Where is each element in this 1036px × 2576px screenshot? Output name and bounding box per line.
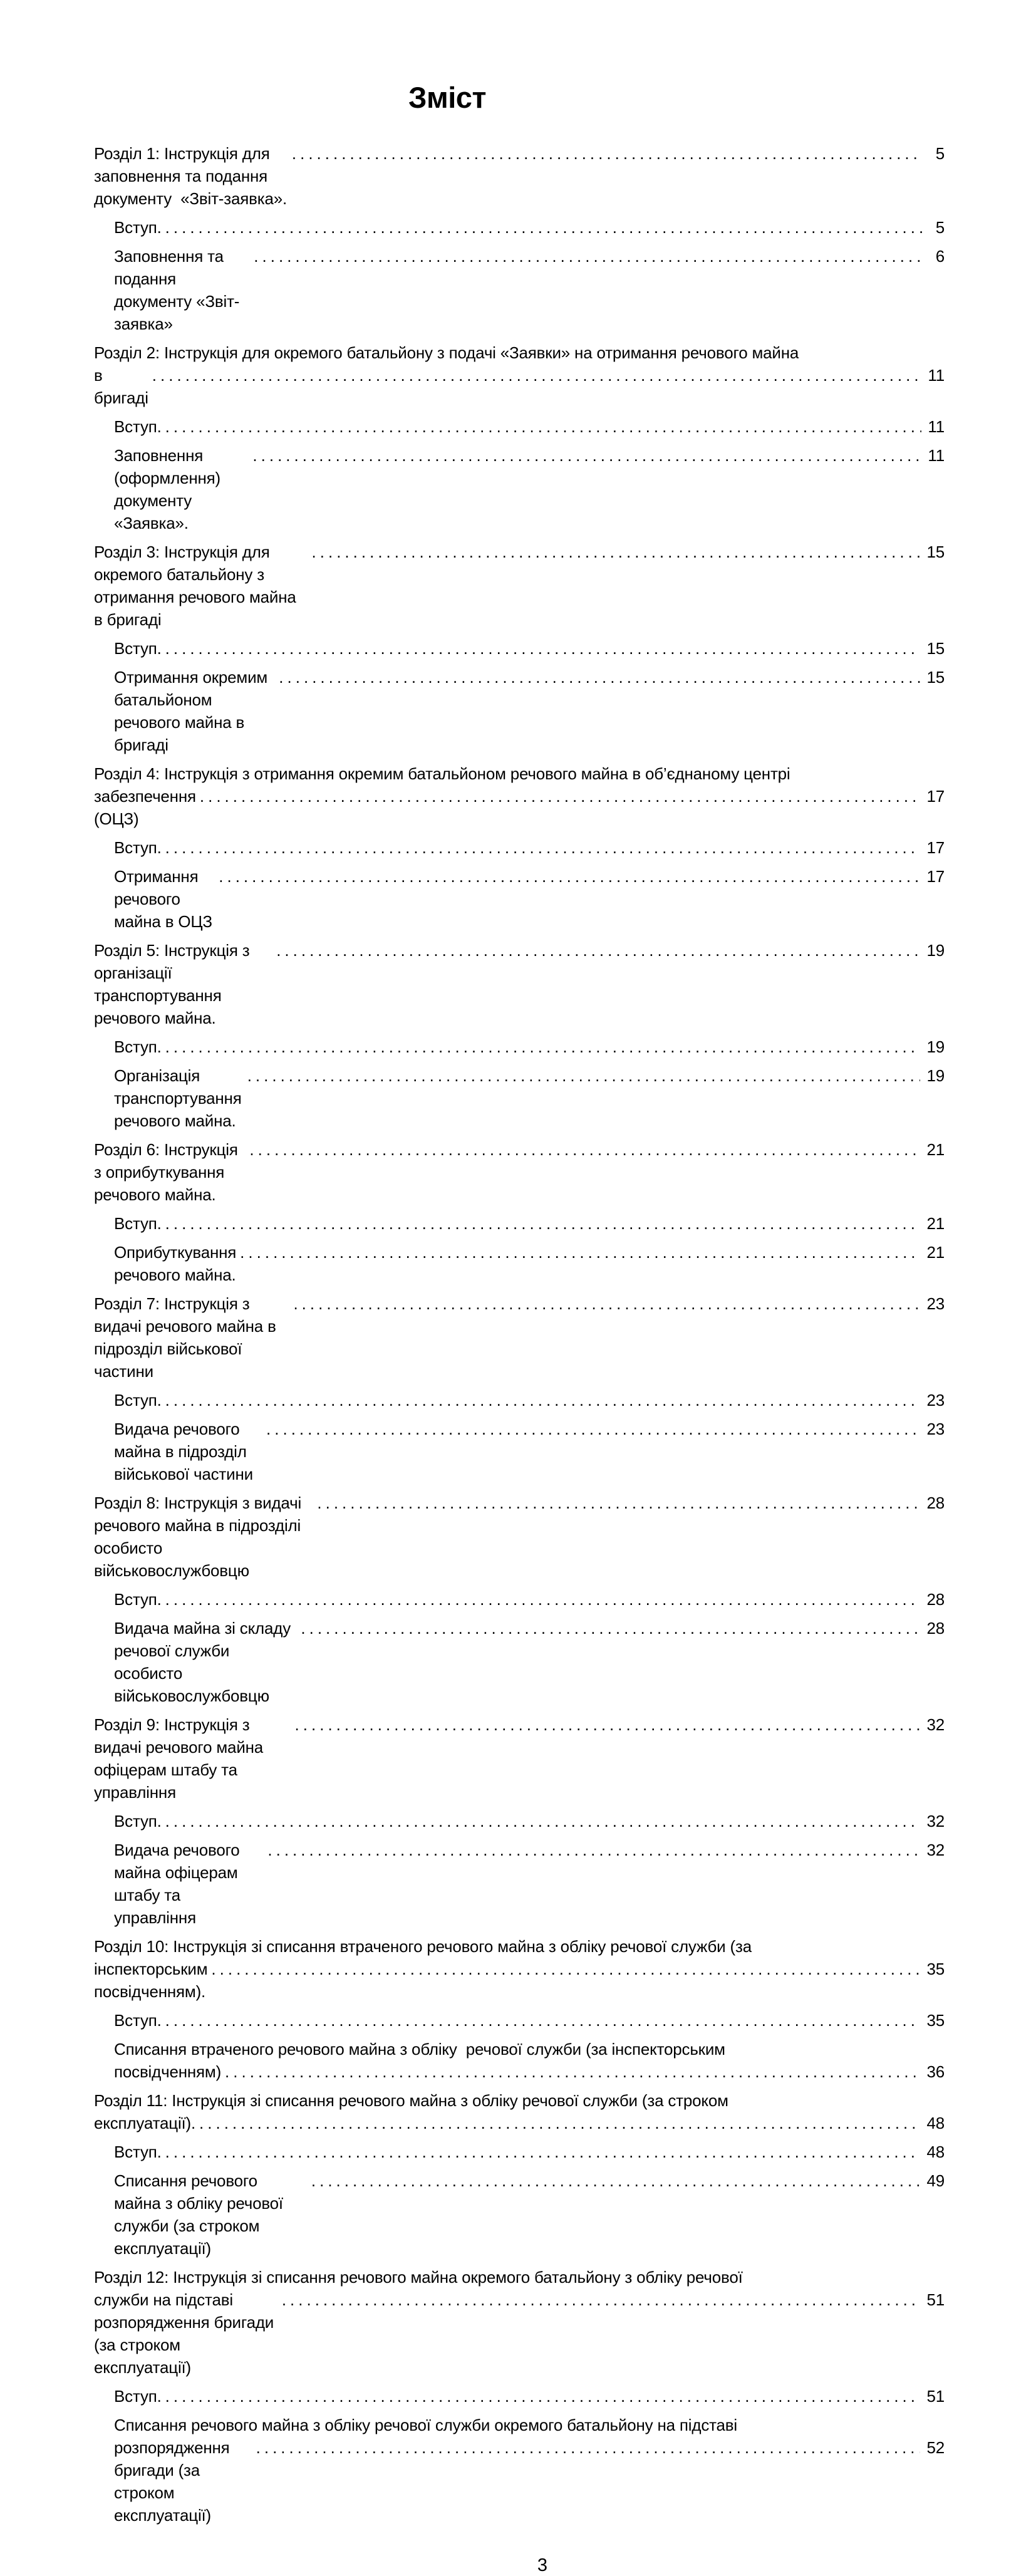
toc-row [114,1588,945,1611]
toc-page-number: 21 [926,1214,945,1233]
dot-leader [162,2009,921,2032]
toc-entry-text: Розділ 5: Інструкція з організації транспортування речового майна. [94,941,254,1027]
dot-leader [308,541,921,563]
toc-page-number: 11 [928,417,945,436]
toc-entry-section [94,1492,945,1582]
toc-row [94,2266,945,2288]
toc-entry-section [94,341,945,409]
toc-entry-text: Вступ. [114,2142,162,2161]
dot-leader [162,1212,921,1235]
toc-entry-sub [94,245,945,335]
toc-entry-text: Вступ. [114,1391,162,1410]
toc-page-number: 15 [926,543,945,561]
dot-leader [244,1064,921,1087]
toc-row [94,1138,945,1206]
toc-row [114,1418,945,1485]
toc-row [94,341,945,364]
toc-row [94,939,945,1029]
toc-row [94,1935,945,1958]
toc-page-number: 17 [926,787,945,806]
toc-entry-text: Вступ. [114,2011,162,2030]
toc-page-number: 48 [926,2114,945,2132]
toc-page-number: 23 [926,1420,945,1438]
toc-entry-sub [94,1418,945,1485]
toc-entry-text: Вступ. [114,1037,162,1056]
toc-entry-text: Розділ 10: Інструкція зі списання втраченого речового майна з обліку речової служби (за [94,1937,752,1956]
toc-page-number: 11 [928,446,945,465]
dot-leader [162,836,921,859]
toc-row [114,2009,945,2032]
dot-leader [162,2141,921,2163]
toc-entry-sub [94,1389,945,1411]
toc-entry-text: Розділ 12: Інструкція зі списання речового майна окремого батальйону з обліку речової [94,2268,743,2287]
dot-leader [249,444,921,467]
dot-leader [289,1292,920,1315]
toc-page-number: 21 [926,1140,945,1159]
toc-entry-sub [94,1064,945,1132]
toc-page-number: 35 [926,2011,945,2030]
dot-leader [250,245,922,267]
toc-entry-section [94,1713,945,1804]
toc-entry-text: експлуатації). [94,2114,196,2132]
toc-page-number: 15 [926,668,945,687]
toc-entry-text: Розділ 6: Інструкція з оприбуткування речового майна. [94,1140,242,1204]
dot-leader [297,1617,920,1639]
toc-entry-sub [94,444,945,534]
dot-leader [291,1713,921,1736]
toc-entry-text: Розділ 9: Інструкція з видачі речового майна офіцерам штабу та управління [94,1715,268,1802]
toc-row [114,1212,945,1235]
toc-page-number: 6 [935,247,945,266]
toc-entry-sub [94,1810,945,1832]
toc-page-number: 23 [926,1391,945,1410]
toc-entry-sub [94,2141,945,2163]
toc-entry-section [94,762,945,830]
dot-leader [262,1418,920,1440]
dot-leader [162,1588,921,1611]
toc-entry-sub [94,836,945,859]
dot-leader [207,1958,920,1980]
toc-row [114,1036,945,1058]
toc-row [94,1492,945,1582]
toc-page-number: 28 [926,1590,945,1609]
toc-entry-sub [94,2169,945,2260]
toc-page-number: 51 [926,2387,945,2406]
toc-entry-text: Видача майна зі складу речової служби особисто військовослужбовцю [114,1619,296,1705]
toc-page-number: 48 [926,2142,945,2161]
toc-row [94,2089,945,2112]
toc-entry-text: Заповнення та подання документу «Звіт-заявка» [114,247,240,333]
toc-row [114,1389,945,1411]
toc-entry-section [94,2089,945,2134]
toc-row [114,245,945,335]
toc-entry-text: Списання речового майна з обліку речової служби (за строком експлуатації) [114,2171,287,2258]
toc-row [114,1839,945,1929]
toc-entry-text: Розділ 2: Інструкція для окремого батальйону з подачі «Заявки» на отримання речового майна [94,343,799,362]
toc-page-number: 19 [926,1066,945,1085]
toc-row [114,1064,945,1132]
toc-page-number: 51 [926,2290,945,2309]
toc-entry-section [94,1292,945,1383]
toc-entry-text: Отримання речового майна в ОЦЗ [114,867,212,931]
toc-page-number: 17 [926,867,945,886]
dot-leader [308,2169,921,2192]
toc-entry-text: Вступ. [114,639,162,658]
toc-entry-text: Вступ. [114,1214,162,1233]
toc-entry-sub [94,1241,945,1286]
dot-leader [162,415,922,438]
toc-entry-text: служби на підставі розпорядження бригади (за строком експлуатації) [94,2290,279,2377]
toc-row [114,836,945,859]
toc-list [94,142,945,2527]
toc-row [94,785,945,830]
toc-row [114,666,945,756]
toc-entry-text: Розділ 4: Інструкція з отримання окремим батальйоном речового майна в об’єднаному центрі [94,764,790,783]
toc-page-number: 36 [926,2062,945,2081]
toc-entry-text: забезпечення (ОЦЗ) [94,787,200,828]
toc-row [114,2414,945,2436]
toc-row [114,415,945,438]
dot-leader [162,637,921,660]
toc-entry-text: Вступ. [114,838,162,857]
dot-leader [288,142,922,165]
toc-entry-sub [94,415,945,438]
toc-entry-text: Заповнення (оформлення) документу «Заявка». [114,446,225,532]
toc-entry-text: Оприбуткування речового майна. [114,1243,241,1284]
toc-page-number: 32 [926,1715,945,1734]
dot-leader [221,2060,920,2083]
toc-entry-section [94,541,945,631]
toc-entry-text: посвідченням) [114,2062,222,2081]
toc-row [114,1810,945,1832]
toc-row [114,2385,945,2407]
dot-leader [195,2112,920,2134]
toc-entry-text: Вступ. [114,2387,162,2406]
toc-entry-sub [94,1036,945,1058]
toc-row [114,1241,945,1286]
toc-entry-text: Видача речового майна в підрозділ військової частини [114,1420,253,1483]
toc-entry-text: Списання речового майна з обліку речової служби окремого батальйону на підставі [114,2416,738,2434]
toc-entry-text: Розділ 7: Інструкція з видачі речового майна в підрозділ військової частини [94,1294,281,1381]
toc-entry-sub [94,2038,945,2083]
toc-entry-text: Розділ 3: Інструкція для окремого батальйону з отримання речового майна в бригаді [94,543,301,629]
toc-row [94,364,945,409]
toc-entry-section [94,142,945,210]
toc-entry-sub [94,865,945,933]
dot-leader [162,1810,921,1832]
toc-entry-text: розпорядження бригади (за строком експлуатації) [114,2438,234,2525]
toc-entry-text: Списання втраченого речового майна з обліку речової служби (за інспекторським [114,2040,725,2059]
toc-entry-text: Вступ. [114,1590,162,1609]
toc-entry-sub [94,1212,945,1235]
toc-row [114,216,945,239]
toc-page-number: 35 [926,1960,945,1978]
toc-page-number: 28 [926,1493,945,1512]
toc-entry-section [94,1935,945,2003]
dot-leader [278,2288,921,2311]
toc-entry-text: Розділ 1: Інструкція для заповнення та подання документу «Звіт-заявка». [94,144,287,208]
toc-entry-sub [94,2385,945,2407]
toc-page-number: 23 [926,1294,945,1313]
page-title: Зміст [408,81,486,114]
toc-entry-text: Видача речового майна офіцерам штабу та управління [114,1841,244,1927]
toc-page-number: 17 [926,838,945,857]
toc-row [114,2436,945,2527]
dot-leader [162,216,922,239]
toc-page-number: 28 [926,1619,945,1638]
toc-page-number: 32 [926,1812,945,1831]
toc-row [94,541,945,631]
toc-entry-sub [94,216,945,239]
toc-entry-sub [94,1588,945,1611]
toc-page-number: 19 [926,1037,945,1056]
dot-leader [162,1389,921,1411]
toc-page-number: 5 [935,218,945,237]
dot-leader [236,1241,920,1264]
toc-entry-section [94,939,945,1029]
toc-row [94,142,945,210]
dot-leader [252,2436,921,2459]
toc-page-number: 19 [926,941,945,960]
toc-page-number: 11 [928,366,945,385]
toc-row [114,2038,945,2060]
toc-entry-text: Вступ. [114,218,162,237]
toc-entry-text: Вступ. [114,1812,162,1831]
toc-row [114,637,945,660]
toc-row [114,2060,945,2083]
dot-leader [148,364,922,387]
toc-page-number: 49 [926,2171,945,2190]
dot-leader [162,2385,921,2407]
toc-entry-sub [94,637,945,660]
toc-row [94,2288,945,2379]
toc-row [114,2141,945,2163]
toc-entry-text: інспекторським посвідченням). [94,1960,212,2001]
dot-leader [196,785,921,808]
toc-page-number: 15 [926,639,945,658]
toc-entry-section [94,1138,945,1206]
toc-entry-sub [94,1839,945,1929]
dot-leader [275,666,920,688]
toc-row [94,1958,945,2003]
toc-entry-text: в бригаді [94,366,148,407]
toc-page-number: 21 [926,1243,945,1262]
dot-leader [264,1839,920,1861]
toc-row [94,1713,945,1804]
toc-row [94,2112,945,2134]
toc-page-number: 52 [926,2438,945,2457]
toc-entry-text: Розділ 8: Інструкція з видачі речового майна в підрозділі особисто військовослужбовцю [94,1493,306,1580]
toc-row [94,762,945,785]
toc-row [114,1617,945,1707]
dot-leader [162,1036,921,1058]
toc-entry-text: Вступ. [114,417,162,436]
toc-row [94,1292,945,1383]
dot-leader [215,865,920,888]
toc-entry-text: Організація транспортування речового майна. [114,1066,246,1130]
toc-entry-section [94,2266,945,2379]
toc-row [114,444,945,534]
toc-entry-sub [94,1617,945,1707]
toc-entry-sub [94,666,945,756]
toc-entry-text: Розділ 11: Інструкція зі списання речового майна з обліку речової служби (за строком [94,2091,728,2110]
dot-leader [313,1492,920,1514]
toc-entry-sub [94,2009,945,2032]
dot-leader [272,939,920,962]
toc-entry-text: Отримання окремим батальйоном речового майна в бригаді [114,668,272,754]
toc-page-number: 5 [935,144,945,163]
footer-page-number: 3 [537,2555,548,2575]
toc-row [114,865,945,933]
toc-entry-sub [94,2414,945,2527]
dot-leader [246,1138,920,1161]
toc-page-number: 32 [926,1841,945,1859]
toc-row [114,2169,945,2260]
